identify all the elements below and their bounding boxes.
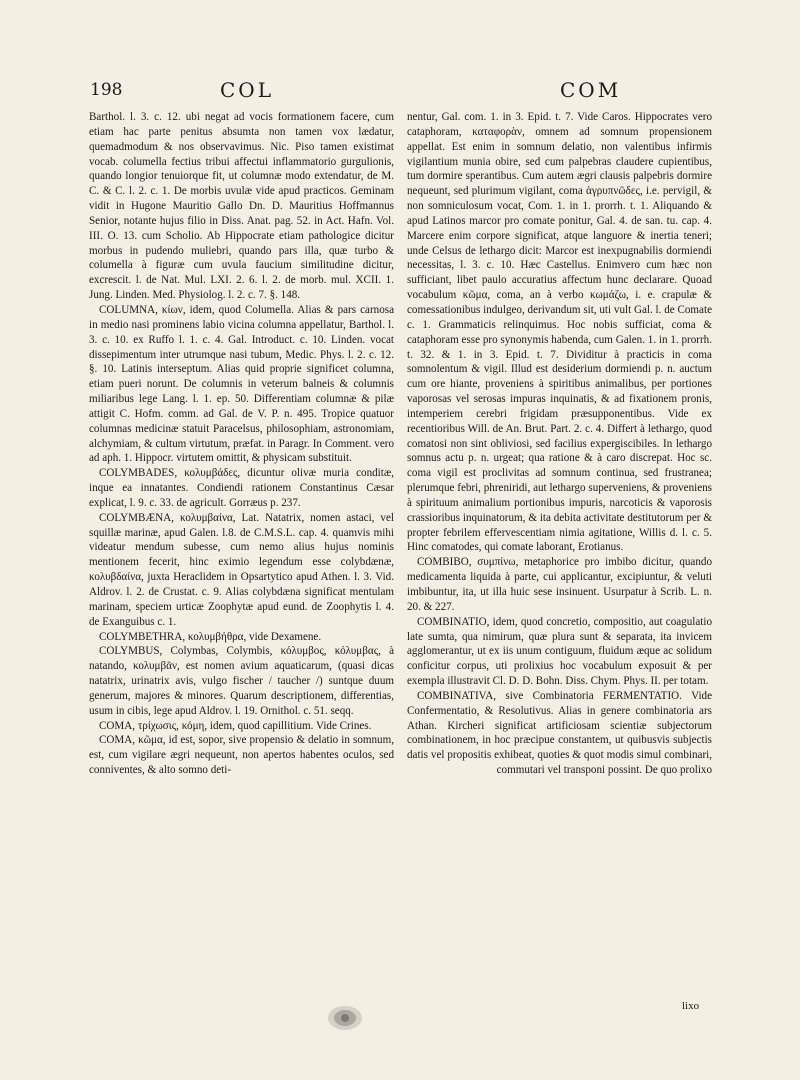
library-stamp-icon: [325, 1003, 365, 1033]
entry-combinativa: COMBINATIVA, sive Combinatoria FERMENTATIO. Vide Confermentatio, & Resolutivus. Alias in genere combinatoria ars Athan. Kircheri significat artificiosam scientiæ subjectorum combinationem, in hoc præcipue constantem, ut quibusvis subjectis datis vel propositis exhibeat, quoties & quot modis simul combinari, commutari vel transponi possint. De quo prolixo: [407, 689, 712, 777]
entry-colymbaena: COLYMBÆNA, κολυμβαίνα, Lat. Natatrix, nomen astaci, vel squillæ marinæ, apud Galen. l.8. de C.M.S.L. cap. 4. quamvis mihi videatur mendum subesse, cum nemo alius hujus nominis mentionem fecerit, hinc eximio legendum esse colybdænæ, κολυβδαίνα, juxta Heraclidem in Opsartytico apud Athen. l. 3. Vid. Aldrov. l. 2. de Crustat. c. 9. Alias colybdæna significat mentulam marinam, speciem urticæ Zoophytæ apud eund. de Zoophytis l. 4. de Exanguibus c. 1.: [89, 511, 394, 628]
entry-coma-capillitium: COMA, τρίχωσις, κόμη, idem, quod capillitium. Vide Crines.: [99, 719, 372, 732]
left-column: [89, 110, 394, 778]
entry-colymbus: COLYMBUS, Colymbas, Colymbis, κόλυμβος, κόλυμβας, à natando, κολυμβᾶν, est nomen avium aquaticarum, (quasi dicas natatrix, urinatrix avis, vulgo fischer / taucher /) suntque duum generum, majores & minores. Quarum descriptionem, differentias, usum in cibis, lege apud Aldrov. l. 19. Ornithol. c. 51. seqq.: [89, 645, 394, 717]
catchword: lixo: [682, 1000, 700, 1012]
page-number: 198: [90, 80, 123, 100]
entry-combinatio: COMBINATIO, idem, quod concretio, compositio, aut coagulatio late sumta, qua nimirum, quæ plura sunt & separata, ita invicem agglomerantur, ut ex iis unum contiguum, fluidum æque ac solidum conficitur corpus, uti prolixius hoc vocabulum exposuit & per exempla illustravit Cl. D. D. Bohn. Diss. Chym. Phys. II. per totam.: [407, 615, 712, 688]
running-head-left: COL: [220, 78, 274, 102]
entry-colymbades: COLYMBADES, κολυμβάδες, dicuntur olivæ muria conditæ, inque ea innatantes. Condiendi rationem Constantinus Cæsar explicat, l. 9. c. 33. de agricult. Gorræus p. 237.: [89, 467, 394, 509]
entry-colymbethra: COLYMBETHRA, κολυμβήθρα, vide Dexamene.: [99, 630, 322, 643]
entry-coma-continued: nentur, Gal. com. 1. in 3. Epid. t. 7. Vide Caros. Hippocrates vero cataphoram, καταφορὰν, omnem ad somnum propensionem appellat. Est enim in somnum delatio, non valentibus infirmis vigilantium munia obire, sed cum palpebras claudere cupientibus, tum dormire sperantibus. Cum autem ægri clausis palpebris dormire nequeunt, sed plurimum vigilant, coma ἀγρυπνῶδες, i.e. pervigil, & non somniculosum vocat, Com. 1. in 1. prorrh. t. 1. Aliquando & apud Latinos marcor pro comate ponitur, Gal. 4. de san. tu. cap. 4. Marcere enim corpore significat, atque languore & inertia teneri; unde Celsus de lethargo dicit: Marcor est inexpugnabilis dormiendi necessitas, l. 3. c. 10. Hæc Castellus. Enimvero cum hæc non sufficiant, libet paulo accuratius affectum hunc declarare. Quoad vocabulum κῶμα, coma, an à verbo κωμάζω, i. e. crapulæ & comessationibus indulgeo, derivandum sit, uti vult Gal. l. de Comate c. 1. Grammaticis relinquimus. Hoc nobis sufficiat, coma & cataphoram esse pro synonymis habenda, cum Galen. 1. in 1. prorrh. t. 32. & 1. in 3. Epid. t. 7. Dividitur à practicis in coma somnolentum & vigil. Illud est desiderium dormiendi p. n. auctum cum ore hiante, proveniens à spiritibus animalibus, per portiones vaporosas vel serosas impuras inquinatis, & ad fixationem pronis, intemperiem cerebri frigidam præsupponentibus. Vide ex recentioribus Will. de An. Brut. Part. 2. c. 4. Differt à lethargo, quod comatosi non sint obliviosi, sed facilius expergiscibiles. In lethargo somnus actu p. n. urgeat; qua ratione & à caro discrepat. Hoc sc. coma vigil est proclivitas ad somnum continua, sed frustranea; plerumque febri, phreniridi, aut lethargo superveniens, & proveniens à spirituum animalium portionibus impuris, narcoticis & vaporosis crassioribus inquinatorum, & ita debita activitate destitutorum per & propter febrilem effervescentiam nimia agitatione, Willis d. l. c. 5. Hinc comatodes, qui comate laborant, Erotianus.: [407, 111, 712, 554]
entry-columella-continued: Barthol. l. 3. c. 12. ubi negat ad vocis formationem facere, cum etiam hac parte penitus absumta non tamen vox lædatur, quemadmodum & nos observavimus. Nic. Piso tamen existimat vocab. columella fectius tribui affectui inflammatorio gurgulionis, quando longior tenuiorque fit, ut columnæ modo extendatur, de M. C. & C. l. 2. c. 1. De morbis uvulæ vide apud practicos. Geminam vidit in Hugone Mauritio Gallo Dn. D. Mauritius Hoffmannus Senior, notante hujus filio in Diss. Anat. pag. 52. in Act. Hafn. Vol. III. O. 13. cum Scholio. Ab Hippocrate etiam pathologice dicitur morbus in pudendo muliebri, quando pars illa, quæ turbo & columella à figuræ cum uvula faucium similitudine dicitur, excrescit. l. de Nat. Mul. LXI. 2. 6. l. 2. de morb. mul. XCII. 1. Jung. Linden. Med. Physiolog. l. 2. c. 7. §. 148.: [89, 111, 394, 302]
right-column: [407, 110, 712, 778]
entry-combibo: COMBIBO, συμπίνω, metaphorice pro imbibo dicitur, quando medicamenta liquida à parte, cui applicantur, excipiuntur, & veluti imbibuntur, ita, ut illa huic sese insinuent. Usurpatur à Scrib. L. n. 20. & 227.: [407, 556, 712, 613]
entry-coma-sopor: COMA, κῶμα, id est, sopor, sive propensio & delatio in somnum, est, cum vigilare ægri nequeunt, non apertos habentes oculos, sed conniventes, & alto somno deti-: [89, 734, 394, 777]
entry-columna: COLUMNA, κίων, idem, quod Columella. Alias & pars carnosa in medio nasi prominens labio vicina columna appellatur, Barthol. l. 3. c. 10. ex Ruffo l. 1. c. 4. Gal. Introduct. c. 10. Linden. vocat dissepimentum inter utrumque nasi tubum, Medic. Phys. l. 2. c. 12. §. 10. Latinis interseptum. Alias quid proprie significet columna, etiam pueri norunt. De columnis in veterum balneis & columnis miliaribus lege Lang. l. 1. ep. 50. Differentiam columnæ & pilæ attigit C. Hofm. comm. ad Gal. de V. P. n. 495. Tropice quatuor columnas medicinæ statuit Paracelsus, philosophiam, astronomiam, alchymiam, & cultum virtutum, præfat. in Paragr. In Comment. vero ad aph. 1. Hippocr. virtutem omittit, & physicam substituit.: [89, 303, 394, 465]
running-head-right: COM: [560, 78, 622, 102]
page-header: [90, 78, 708, 108]
